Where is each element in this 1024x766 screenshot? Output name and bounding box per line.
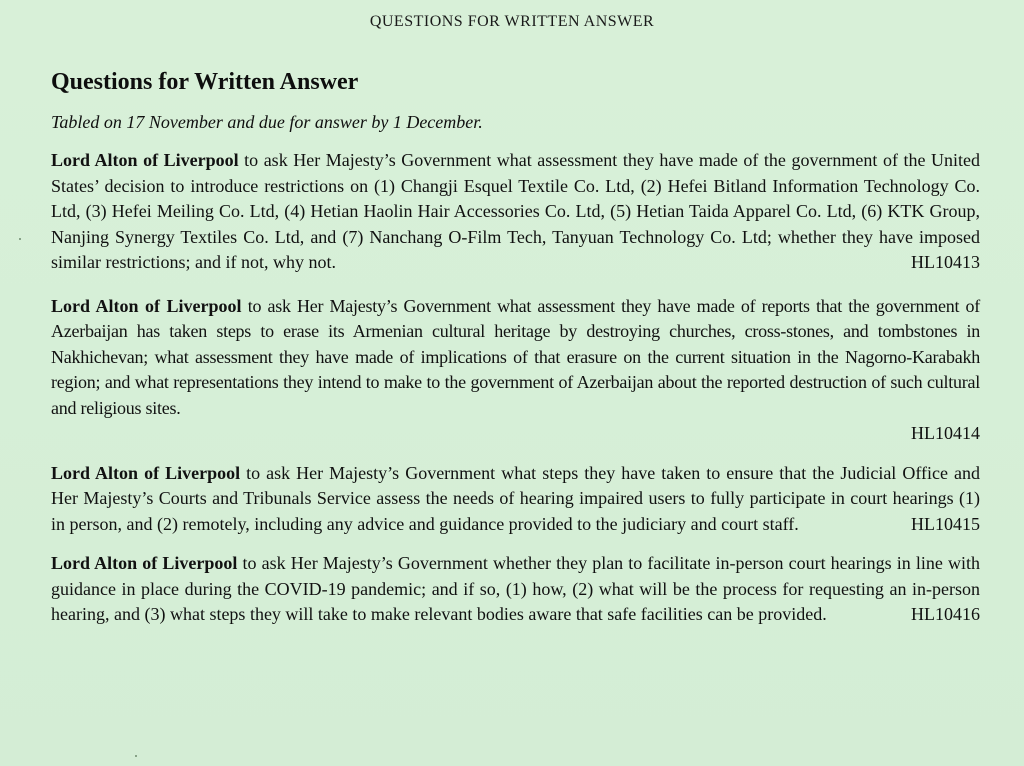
question-reference: HL10414 [911, 423, 980, 443]
running-head: QUESTIONS FOR WRITTEN ANSWER [369, 13, 655, 30]
question-member: Lord Alton of Liverpool [51, 295, 242, 316]
question-hl10414 [51, 294, 980, 447]
tabled-date-note: Tabled on 17 November and due for answer by 1 December. [51, 112, 483, 132]
question-hl10416 [51, 551, 980, 628]
question-hl10415 [51, 461, 980, 538]
question-text: to ask Her Majesty’s Government what steps they have taken to ensure that the Judicial Office and Her Majesty’s Courts and Tribunals Service assess the needs of hearing impaired users to fully participate in court hearings (1) in person, and (2) remotely, including any advice and guidance provided to the judiciary and court staff. [51, 462, 980, 534]
paper-speck [19, 238, 21, 240]
question-text: to ask Her Majesty’s Government what assessment they have made of reports that the government of Azerbaijan has taken steps to erase its Armenian cultural heritage by destroying churches, cross-stones, and tombstones in Nakhichevan; what assessment they have made of implications of that erasure on the current situation in the Nagorno-Karabakh region; and what representations they intend to make to the government of Azerbaijan about the reported destruction of such cultural and religious sites. [51, 295, 980, 418]
question-member: Lord Alton of Liverpool [51, 553, 238, 573]
question-reference: HL10413 [911, 252, 980, 272]
question-reference: HL10416 [911, 604, 980, 624]
question-text: to ask Her Majesty’s Government what assessment they have made of the government of the United States’ decision to introduce restrictions on (1) Changji Esquel Textile Co. Ltd, (2) Hefei Bitland Information Technology Co. Ltd, (3) Hefei Meiling Co. Ltd, (4) Hetian Haolin Hair Accessories Co. Ltd, (5) Hetian Taida Apparel Co. Ltd, (6) KTK Group, Nanjing Synergy Textiles Co. Ltd, and (7) Nanchang O-Film Tech, Tanyuan Technology Co. Ltd; whether they have imposed similar restrictions; and if not, why not. [51, 150, 980, 272]
questions-section [51, 66, 980, 628]
question-hl10413 [51, 148, 980, 276]
paper-speck [135, 755, 137, 757]
section-title: Questions for Written Answer [51, 69, 359, 95]
question-member: Lord Alton of Liverpool [51, 462, 241, 483]
question-reference: HL10415 [911, 513, 980, 534]
question-text: to ask Her Majesty’s Government whether they plan to facilitate in-person court hearings in line with guidance in place during the COVID-19 pandemic; and if so, (1) how, (2) what will be the process for requesting an in-person hearing, and (3) what steps they will take to make relevant bodies aware that safe facilities can be provided. [51, 553, 980, 624]
question-member: Lord Alton of Liverpool [51, 150, 239, 170]
